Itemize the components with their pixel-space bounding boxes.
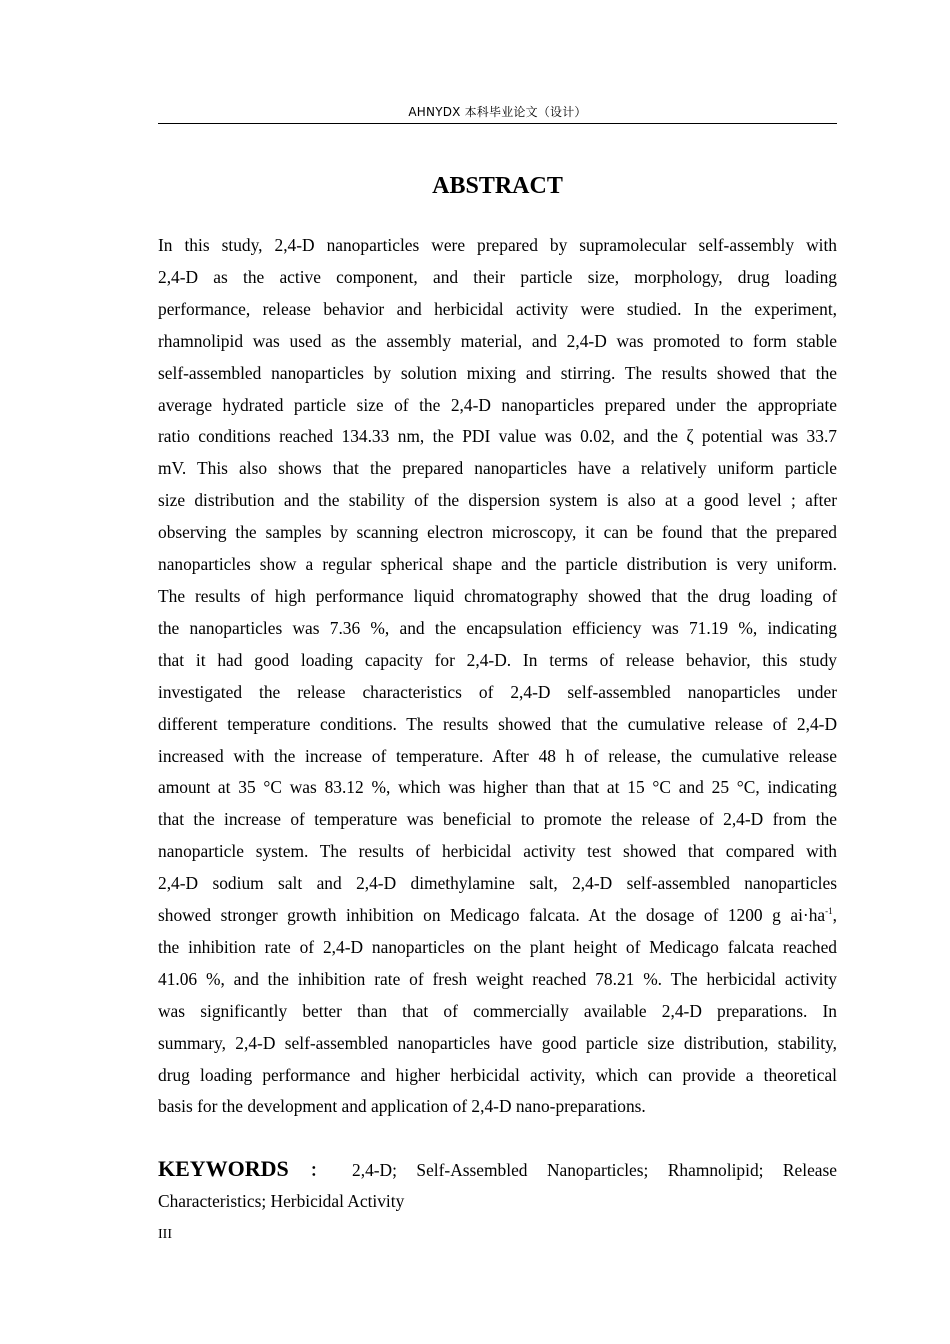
abstract-line: size distribution and the stability of the dispersion system is also at a good level ; after <box>158 490 837 511</box>
abstract-line: different temperature conditions. The results showed that the cumulative release of 2,4-D <box>158 713 837 734</box>
abstract-line: 2,4-D as the active component, and their particle size, morphology, drug loading <box>158 266 837 287</box>
running-header: AHNYDX 本科毕业论文（设计） <box>408 105 587 119</box>
keywords-section <box>158 1154 837 1216</box>
abstract-line: drug loading performance and higher herbicidal activity, which can provide a theoretical <box>158 1064 837 1085</box>
abstract-line: that the increase of temperature was beneficial to promote the release of 2,4-D from the <box>158 809 837 830</box>
keywords-colon: ： <box>294 1161 343 1180</box>
dosage-trailing-comma: , <box>832 905 837 926</box>
keywords-list-line1: 2,4-D; Self-Assembled Nanoparticles; Rhamnolipid; Release <box>352 1160 838 1180</box>
keywords-label: KEYWORDS <box>158 1156 289 1181</box>
abstract-line: observing the samples by scanning electron microscopy, it can be found that the prepared <box>158 522 837 543</box>
keywords-list-line2: Characteristics; Herbicidal Activity <box>158 1191 405 1211</box>
abstract-line: The results of high performance liquid chromatography showed that the drug loading of <box>158 585 837 606</box>
abstract-body <box>158 230 837 1123</box>
abstract-line: was significantly better than that of commercially available 2,4-D preparations. In <box>158 1000 837 1021</box>
dosage-superscript: -1 <box>825 906 833 917</box>
keywords-line <box>158 1154 837 1186</box>
abstract-line: 41.06 %, and the inhibition rate of fresh weight reached 78.21 %. The herbicidal activity <box>158 968 837 989</box>
abstract-line: mV. This also shows that the prepared nanoparticles have a relatively uniform particle <box>158 458 837 479</box>
abstract-line: average hydrated particle size of the 2,4-D nanoparticles prepared under the appropriate <box>158 394 837 415</box>
abstract-line: basis for the development and application of 2,4-D nano-preparations. <box>158 1096 646 1117</box>
abstract-line: 2,4-D sodium salt and 2,4-D dimethylamine salt, 2,4-D self-assembled nanoparticles <box>158 873 837 894</box>
abstract-line: ratio conditions reached 134.33 nm, the PDI value was 0.02, and the ζ potential was 33.7 <box>158 426 837 447</box>
abstract-line: investigated the release characteristics of 2,4-D self-assembled nanoparticles under <box>158 681 837 702</box>
abstract-line: the inhibition rate of 2,4-D nanoparticles on the plant height of Medicago falcata reached <box>158 936 837 957</box>
abstract-line: the nanoparticles was 7.36 %, and the encapsulation efficiency was 71.19 %, indicating <box>158 617 837 638</box>
abstract-line: increased with the increase of temperature. After 48 h of release, the cumulative release <box>158 745 837 766</box>
abstract-line: In this study, 2,4-D nanoparticles were prepared by supramolecular self-assembly with <box>158 235 837 255</box>
header-rule <box>158 123 837 124</box>
abstract-line: summary, 2,4-D self-assembled nanoparticles have good particle size distribution, stability, <box>158 1032 837 1053</box>
abstract-line: nanoparticles show a regular spherical shape and the particle distribution is very uniform. <box>158 554 837 575</box>
abstract-line: rhamnolipid was used as the assembly material, and 2,4-D was promoted to form stable <box>158 330 837 351</box>
abstract-line: performance, release behavior and herbicidal activity were studied. In the experiment, <box>158 298 837 319</box>
abstract-line: nanoparticle system. The results of herbicidal activity test showed that compared with <box>158 841 837 862</box>
page-number: III <box>158 1227 172 1242</box>
abstract-line: amount at 35 °C was 83.12 %, which was higher than that at 15 °C and 25 °C, indicating <box>158 777 837 798</box>
abstract-dosage-line <box>158 900 837 932</box>
abstract-line: self-assembled nanoparticles by solution mixing and stirring. The results showed that the <box>158 362 837 383</box>
dosage-text: showed stronger growth inhibition on Medicago falcata. At the dosage of 1200 g ai·ha <box>158 905 826 926</box>
abstract-line: that it had good loading capacity for 2,4-D. In terms of release behavior, this study <box>158 649 837 670</box>
abstract-title: ABSTRACT <box>432 173 563 199</box>
